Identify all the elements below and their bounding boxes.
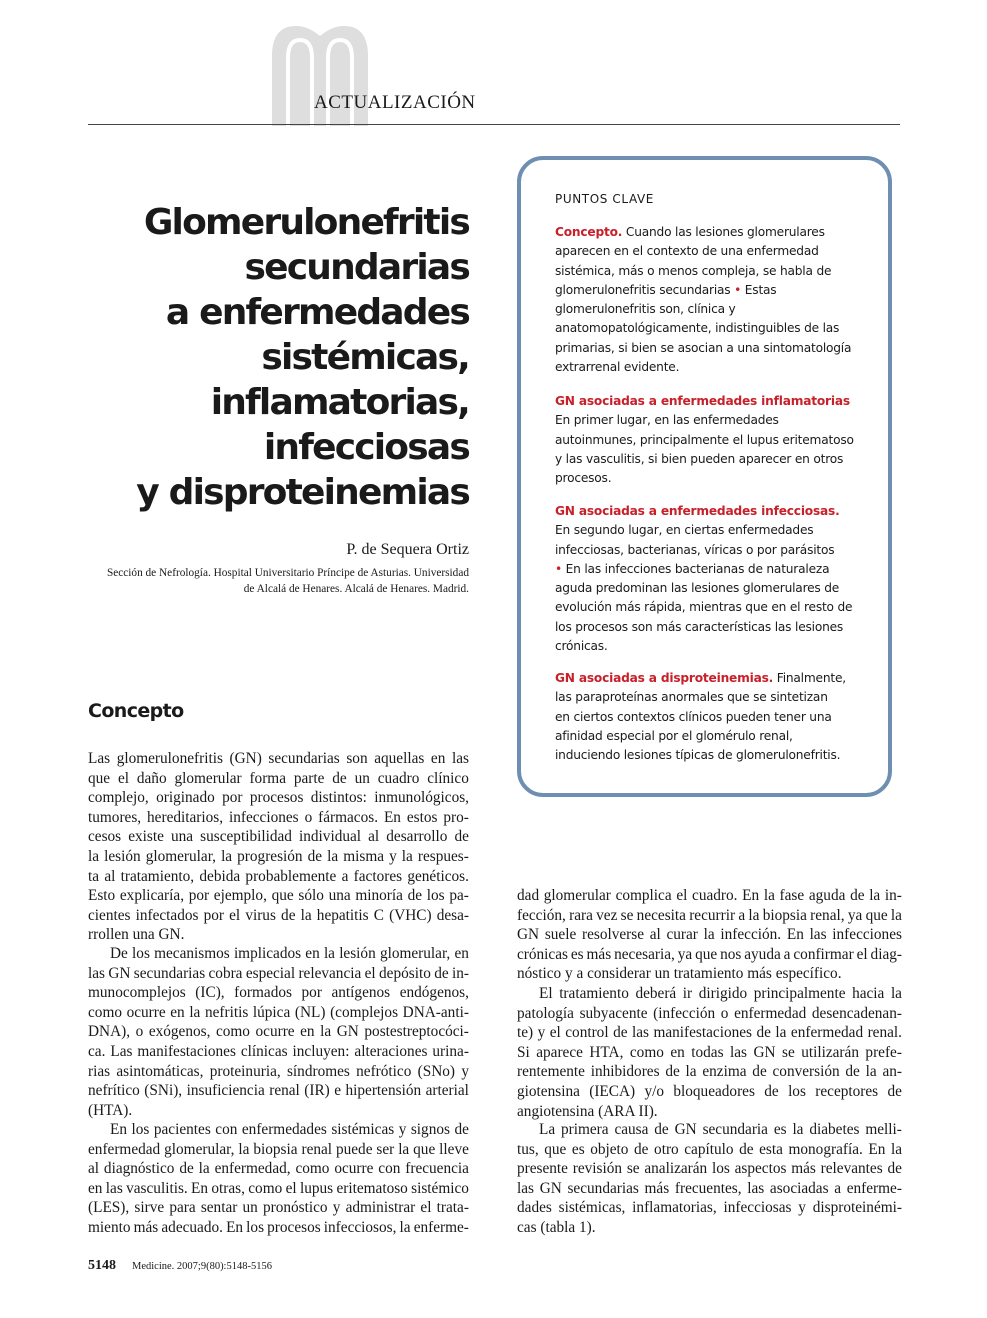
text-line: te) y el control de las manifestaciones de la enfermedad renal.: [517, 1024, 902, 1042]
paragraph: [88, 944, 469, 1120]
red-dot-icon: •: [555, 561, 562, 576]
text-line: rentemente inhibidores de la enzima de conversión de la an-: [517, 1063, 902, 1081]
text-line: las GN secundarias cobra especial relevancia el depósito de in-: [88, 964, 469, 982]
text-line: En los pacientes con enfermedades sistémicas y signos de: [110, 1121, 469, 1138]
text-line: GN suele resolverse al curar la infección. En las infecciones: [517, 926, 902, 944]
paragraph: [517, 1120, 902, 1238]
key-point-label: GN asociadas a enfermedades inflamatorias: [555, 394, 850, 408]
text-line: ta al tratamiento, debida probablemente a factores genéticos.: [88, 867, 469, 885]
title-line: inflamatorias,: [210, 382, 469, 423]
text-line: complejo, originado por procesos distintos: inmunológicos,: [88, 789, 469, 807]
page-footer: [88, 1256, 272, 1274]
journal-citation: Medicine. 2007;9(80):5148-5156: [132, 1261, 272, 1272]
title-line: infecciosas: [263, 427, 469, 468]
text-line: nefrítico (SNi), insuficiencia renal (IR) e hipertensión arterial: [88, 1082, 469, 1100]
text-line: que el daño glomerular forma parte de un cuadro clínico: [88, 769, 469, 787]
text-line: ca. Las manifestaciones clínicas incluyen: alteraciones urina-: [88, 1042, 469, 1060]
text-line: tumores, hereditarios, infecciones o fármacos. En estos pro-: [88, 808, 469, 826]
text-line: la lesión glomerular, la progresión de la misma y la respues-: [88, 847, 469, 865]
header-divider: [88, 124, 900, 125]
article-title: [88, 200, 469, 515]
affiliation-line: Sección de Nefrología. Hospital Universitario Príncipe de Asturias. Universidad: [106, 567, 469, 579]
text-line: DNA), o exógenos, como ocurre en la GN postestreptocóci-: [88, 1023, 469, 1041]
paragraph: [517, 984, 902, 1121]
text-line: (HTA).: [88, 1101, 133, 1119]
section-label: ACTUALIZACIÓN: [314, 92, 476, 113]
text-line: miento más adecuado. En los procesos infecciosos, la enferme-: [88, 1218, 469, 1236]
text-line: nóstico y a considerar un tratamiento más específico.: [517, 965, 842, 983]
text-line: rias asintomáticas, proteinuria, síndromes nefrótico (SNo) y: [88, 1062, 469, 1080]
text-line: tus, que es objeto de otro capítulo de esta monografía. En la: [517, 1140, 902, 1158]
text-line: Esto explicaría, por ejemplo, que sólo una minoría de los pa-: [88, 887, 469, 905]
text-line: Las glomerulonefritis (GN) secundarias son aquellas en las: [88, 750, 469, 767]
text-line: en las vasculitis. En otras, como el lupus eritematoso sistémico: [88, 1179, 469, 1197]
text-line: (LES), sirve para sentar un pronóstico y administrar el trata-: [88, 1199, 469, 1217]
paragraph: [517, 886, 902, 984]
text-line: cas (tabla 1).: [517, 1218, 596, 1236]
key-point-disproteinemias: GN asociadas a disproteinemias. Finalmente, las paraproteínas anormales que se sintetizan en ciertos contextos clínicos pueden tener una afinidad especial por el glomérulo renal, induciendo lesiones típicas de glomerulonefritis.: [555, 671, 846, 763]
text-line: como ocurre en la nefritis lúpica (NL) (complejos DNA-anti-: [88, 1003, 469, 1021]
text-line: munocomplejos (IC), formados por antígenos endógenos,: [88, 984, 469, 1002]
text-line: dades sistémicas, inflamatorias, infecciosas y disproteinémi-: [517, 1199, 902, 1217]
text-line: patología subyacente (infección o enfermedad desencadenan-: [517, 1004, 902, 1022]
text-line: cesos existe una susceptibilidad individual al desarrollo de: [88, 828, 469, 846]
text-line: giotensina (IECA) y/o bloqueadores de los receptores de: [517, 1082, 902, 1100]
text-line: dad glomerular complica el cuadro. En la fase aguda de la in-: [517, 887, 902, 904]
title-line: a enfermedades: [165, 292, 469, 333]
affiliation-line: de Alcalá de Henares. Alcalá de Henares. Madrid.: [243, 583, 469, 595]
key-point-inflamatorias: GN asociadas a enfermedades inflamatorias En primer lugar, en las enfermedades autoinmunes, principalmente el lupus eritematoso y las vasculitis, si bien pueden aparecer en otros procesos.: [555, 392, 875, 488]
text-line: rrollen una GN.: [88, 926, 185, 944]
key-point-concepto: Concepto. Cuando las lesiones glomerulares aparecen en el contexto de una enfermedad sistémica, más o menos compleja, se habla de glomerulonefritis secundarias • Estas glomerulonefritis son, clínica y anatomopatológicamente, indistinguibles de las primarias, si bien se asocian a una sintomatología extrarrenal evidente.: [555, 225, 852, 375]
text-line: presente revisión se analizarán los aspectos más relevantes de: [517, 1160, 902, 1178]
key-point-label: GN asociadas a disproteinemias.: [555, 671, 774, 685]
key-points-heading: PUNTOS CLAVE: [555, 192, 654, 206]
title-line: secundarias: [244, 247, 469, 288]
affiliation: [88, 565, 469, 597]
title-line: Glomerulonefritis: [143, 202, 469, 243]
text-line: cientes infectados por el virus de la hepatitis C (VHC) desa-: [88, 906, 469, 924]
red-dot-icon: •: [734, 282, 742, 297]
page-number: 5148: [88, 1258, 116, 1273]
key-point-label: Concepto.: [555, 225, 623, 239]
text-line: Si aparece HTA, como en todas las GN se utilizarán prefe-: [517, 1043, 902, 1061]
text-line: angiotensina (ARA II).: [517, 1102, 658, 1120]
text-line: El tratamiento deberá ir dirigido principalmente hacia la: [539, 985, 902, 1002]
text-line: al diagnóstico de la enfermedad, como ocurre con frecuencia: [88, 1160, 469, 1178]
text-line: fección, rara vez se necesita recurrir a la biopsia renal, ya que la: [517, 906, 902, 924]
author: P. de Sequera Ortiz: [346, 541, 469, 558]
text-line: crónicas es más necesaria, ya que nos ayuda a confirmar el diag-: [517, 945, 902, 963]
title-line: y disproteinemias: [136, 472, 469, 513]
key-point-label: GN asociadas a enfermedades infecciosas.: [555, 504, 840, 518]
text-line: enfermedad glomerular, la biopsia renal puede ser la que lleve: [88, 1140, 469, 1158]
section-heading: Concepto: [88, 700, 184, 722]
text-line: las GN secundarias más frecuentes, las asociadas a enferme-: [517, 1179, 902, 1197]
paragraph: [88, 749, 469, 945]
key-point-infecciosas: GN asociadas a enfermedades infecciosas. En segundo lugar, en ciertas enfermedades infecciosas, bacterianas, víricas o por parásitos • En las infecciones bacterianas de naturaleza aguda predominan las lesiones glomerulares de evolución más rápida, mientras que en el resto de los procesos son más características las lesiones crónicas.: [555, 502, 875, 656]
paragraph: [88, 1120, 469, 1238]
text-line: De los mecanismos implicados en la lesión glomerular, en: [110, 945, 469, 962]
title-line: sistémicas,: [261, 337, 469, 378]
text-line: La primera causa de GN secundaria es la diabetes melli-: [539, 1121, 902, 1138]
